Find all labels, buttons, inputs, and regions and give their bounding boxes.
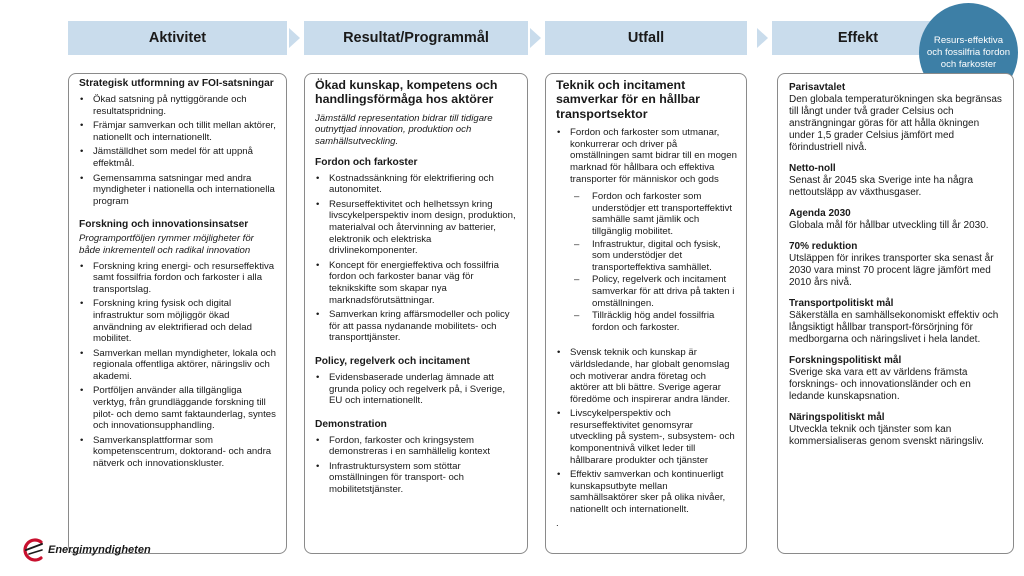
resultat-s3-list: [315, 435, 518, 496]
list-item: • Fordon, farkoster och kringsystem demonstreras i en samhällelig kontext: [315, 435, 518, 458]
goal-circle-text: Resurs-effektiva och fossilfria fordon och farkoster: [926, 34, 1011, 70]
list-item: • Kostnadssänkning för elektrifiering och autonomitet.: [315, 173, 518, 196]
header-resultat: [304, 21, 528, 55]
list-item: • Resurseffektivitet och helhetssyn kring livscykelperspektiv inom design, produktion, materialval och återvinning av batterier, elektronik och elektriska drivlinekomponenter.: [315, 199, 518, 257]
logo-text: Energimyndigheten: [48, 544, 151, 556]
aktivitet-s1-list: [79, 94, 277, 207]
utfall-first-list: [556, 127, 737, 185]
utfall-title: Teknik och incitament samverkar för en hållbar transportsektor: [556, 78, 700, 121]
resultat-s1-title: Fordon och farkoster: [315, 156, 418, 168]
list-item: • Samverkan kring affärsmodeller och policy för att passa nydanande mobilitets- och transporttjänster.: [315, 309, 518, 344]
effekt-title: Netto-noll: [789, 163, 836, 174]
list-item: – Policy, regelverk och incitament samverkar för att driva på takten i omställningen.: [572, 274, 737, 309]
list-item: • Jämställdhet som medel för att uppnå effektmål.: [79, 146, 277, 169]
arrow-3-icon: [757, 28, 768, 48]
list-item: • Portföljen använder alla tillgängliga verktyg, från grundläggande forskning till pilot- och demo samt faktaunderlag, syntes och innovationsupphandling.: [79, 385, 277, 431]
column-utfall: [545, 73, 747, 554]
resultat-s2-title: Policy, regelverk och incitament: [315, 355, 470, 367]
effekt-text: Sverige ska vara ett av världens främsta forsknings- och innovationsländer och en ledande kunskapsnation.: [789, 367, 971, 402]
header-aktivitet-label: Aktivitet: [148, 30, 207, 46]
list-item: • Infrastruktursystem som stöttar omställningen för transport- och mobilitetstjänster.: [315, 461, 518, 496]
effekt-text: Utveckla teknik och tjänster som kan kommersialiseras genom svenskt näringsliv.: [789, 424, 984, 447]
arrow-1-icon: [289, 28, 300, 48]
effekt-title: Transportpolitiskt mål: [789, 298, 894, 309]
header-utfall-label: Utfall: [627, 30, 665, 46]
energimyndigheten-logo-icon: [20, 536, 46, 564]
list-item: • Evidensbaserade underlag ämnade att grunda policy och regelverk på, i Sverige, EU och internationellt.: [315, 372, 518, 407]
aktivitet-s1-title: Strategisk utformning av FOI-satsningar: [79, 78, 274, 89]
effekt-title: Agenda 2030: [789, 208, 851, 219]
utfall-trailing: .: [556, 517, 559, 529]
column-effekt: [777, 73, 1014, 554]
header-utfall: [545, 21, 747, 55]
list-item: • Samverkansplattformar som kompetenscentrum, doktorand- och andra nätverk och innovationskluster.: [79, 435, 277, 470]
list-item: • Samverkan mellan myndigheter, lokala och regionala offentliga aktörer, näringsliv och akademi.: [79, 348, 277, 383]
aktivitet-s2-title: Forskning och innovationsinsatser: [79, 219, 249, 231]
column-resultat: [304, 73, 528, 554]
list-item: • Svensk teknik och kunskap är världsledande, har globalt genomslag och motiverar andra företag och aktörer att bli bättre. Sverige agerar föredöme och inspirerar andra länder.: [556, 347, 737, 405]
list-item: • Livscykelperspektiv och resurseffektivitet genomsyrar utveckling på system-, subsystem- och komponentnivå vilket leder till hållbarare produkter och tjänster: [556, 408, 737, 466]
effekt-text: Globala mål för hållbar utveckling till år 2030.: [789, 220, 989, 231]
list-item: • Forskning kring fysisk och digital infrastruktur som möjliggör ökad användning av elektrifierad och delad mobilitet.: [79, 298, 277, 344]
resultat-s2-list: [315, 372, 518, 407]
effekt-text: Säkerställa en samhällsekonomiskt effektiv och långsiktigt hållbar transport-försörjning för medborgarna och näringslivet i hela landet.: [789, 310, 999, 345]
effekt-title: Forskningspolitiskt mål: [789, 355, 902, 366]
aktivitet-s2-list: [79, 261, 277, 470]
resultat-title: Ökad kunskap, kompetens och handlingsförmåga hos aktörer: [315, 78, 498, 107]
utfall-dash-list: [572, 191, 737, 333]
resultat-s1-list: [315, 173, 518, 344]
list-item: • Forskning kring energi- och resurseffektiva samt fossilfria fordon och farkoster i alla transportslag.: [79, 261, 277, 296]
resultat-intro: Jämställd representation bidrar till tidigare outnyttjad innovation, produktion och samhällsutveckling.: [315, 112, 493, 147]
header-resultat-label: Resultat/Programmål: [343, 30, 489, 46]
effekt-text: Senast år 2045 ska Sverige inte ha några nettoutsläpp av växthusgaser.: [789, 175, 974, 198]
logo: [20, 536, 151, 564]
list-item: • Gemensamma satsningar med andra myndigheter i nationella och internationella program: [79, 173, 277, 208]
effekt-title: Näringspolitiskt mål: [789, 412, 885, 423]
utfall-list: [556, 347, 737, 515]
header-effekt-label: Effekt: [837, 30, 879, 46]
list-item: – Infrastruktur, digital och fysisk, som understödjer det transporteffektiva samhället.: [572, 239, 737, 274]
list-item: • Främjar samverkan och tillit mellan aktörer, nationellt och internationellt.: [79, 120, 277, 143]
arrow-2-icon: [530, 28, 541, 48]
list-item: • Fordon och farkoster som utmanar, konkurrerar och driver på omställningen samt bidrar till en mogen marknad för hållbara och effektiva transporter för människor och gods: [556, 127, 737, 185]
effekt-text: Den globala temperaturökningen ska begränsas till långt under två grader Celsius och ansträngningar göras för att hålla ökningen under 1,5 grader Celsius jämfört med förindustriell nivå.: [789, 94, 1002, 153]
column-aktivitet: [68, 73, 287, 554]
list-item: • Ökad satsning på nyttiggörande och resultatspridning.: [79, 94, 277, 117]
list-item: – Fordon och farkoster som understödjer ett transporteffektivt samhälle samt jämlik och tillgänglig mobilitet.: [572, 191, 737, 237]
list-item: • Koncept för energieffektiva och fossilfria fordon och farkoster banar väg för teknikskifte som skapar nya marknadsförutsättningar.: [315, 260, 518, 306]
list-item: – Tillräcklig hög andel fossilfria fordon och farkoster.: [572, 310, 737, 333]
effekt-title: Parisavtalet: [789, 82, 846, 93]
effekt-text: Utsläppen för inrikes transporter ska senast år 2030 vara minst 70 procent lägre jämfört med 2010 års nivå.: [789, 253, 994, 288]
effekt-title: 70% reduktion: [789, 241, 858, 252]
list-item: • Effektiv samverkan och kontinuerligt kunskapsutbyte mellan samhällsaktörer sker på olika nivåer, nationellt och internationellt.: [556, 469, 737, 515]
aktivitet-s2-intro: Programportföljen rymmer möjligheter för både inkrementell och radikal innovation: [79, 233, 254, 256]
resultat-s3-title: Demonstration: [315, 418, 387, 430]
header-aktivitet: [68, 21, 287, 55]
